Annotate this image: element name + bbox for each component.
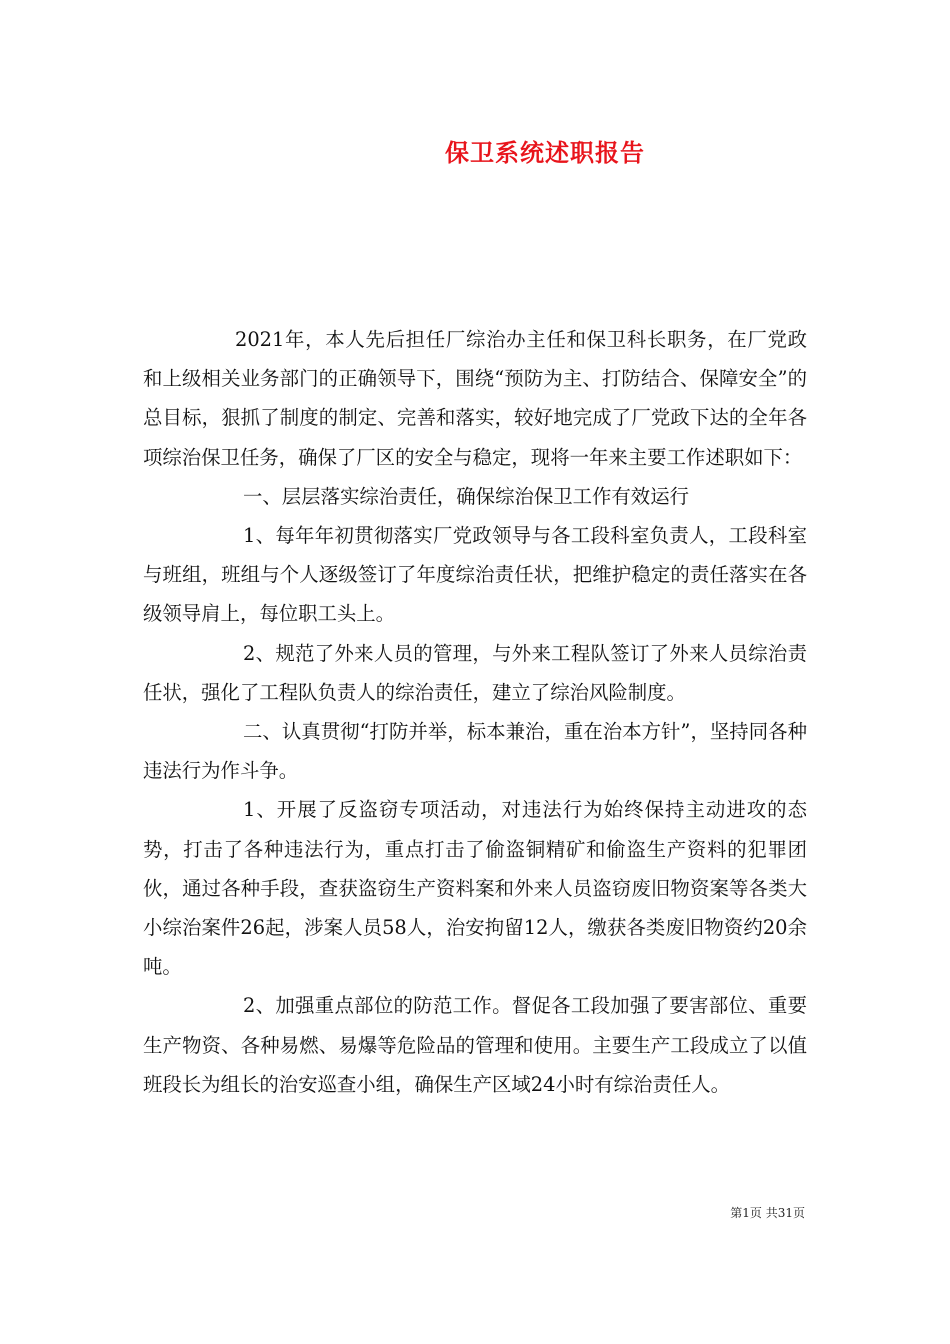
paragraph-2-2: 2、加强重点部位的防范工作。督促各工段加强了要害部位、重要生产物资、各种易燃、易爆等危险品的管理和使用。主要生产工段成立了以值班段长为组长的治安巡查小组，确保生产区域24小时有综治责任人。 (143, 994, 807, 1096)
paragraph-1-2: 2、规范了外来人员的管理，与外来工程队签订了外来人员综治责任状，强化了工程队负责人的综治责任，建立了综治风险制度。 (143, 641, 807, 704)
document-title: 保卫系统述职报告 (445, 138, 645, 167)
page-footer: 第1页 共31页 (730, 1206, 805, 1220)
paragraph-1-1: 1、每年年初贯彻落实厂党政领导与各工段科室负责人，工段科室与班组，班组与个人逐级签订了年度综治责任状，把维护稳定的责任落实在各级领导肩上，每位职工头上。 (143, 524, 807, 626)
section-heading-1: 一、层层落实综治责任，确保综治保卫工作有效运行 (243, 484, 689, 508)
section-heading-2: 二、认真贯彻“打防并举，标本兼治，重在治本方针”，坚持同各种违法行为作斗争。 (143, 720, 807, 783)
intro-paragraph: 2021年，本人先后担任厂综治办主任和保卫科长职务，在厂党政和上级相关业务部门的正确领导下，围绕“预防为主、打防结合、保障安全”的总目标，狠抓了制度的制定、完善和落实，较好地完成了厂党政下达的全年各项综治保卫任务，确保了厂区的安全与稳定，现将一年来主要工作述职如下： (143, 328, 807, 469)
document-body (143, 320, 807, 1104)
paragraph-2-1: 1、开展了反盗窃专项活动，对违法行为始终保持主动进攻的态势，打击了各种违法行为，重点打击了偷盗铜精矿和偷盗生产资料的犯罪团伙，通过各种手段，查获盗窃生产资料案和外来人员盗窃废旧物资案等各类大小综治案件26起，涉案人员58人，治安拘留12人，缴获各类废旧物资约20余吨。 (143, 798, 807, 979)
